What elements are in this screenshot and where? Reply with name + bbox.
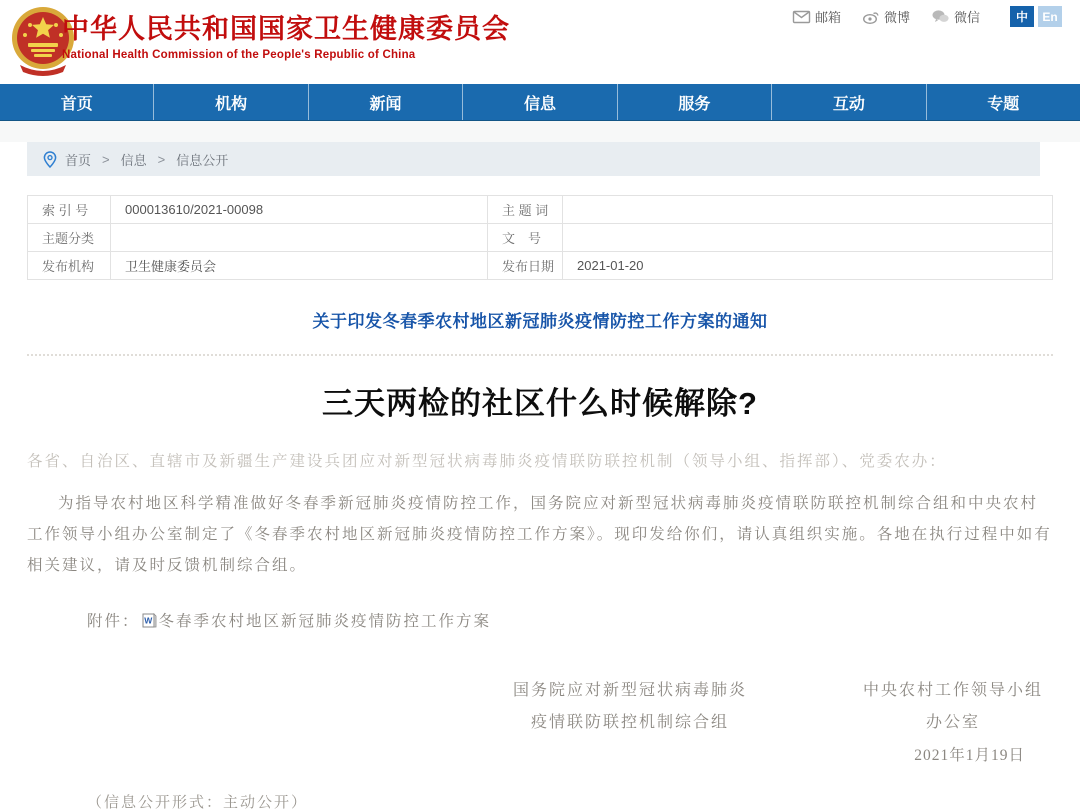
site-header bbox=[0, 0, 1080, 84]
lang-en-button[interactable]: En bbox=[1038, 6, 1062, 27]
article-content bbox=[0, 195, 1080, 812]
meta-label-docnumber: 文 号 bbox=[488, 224, 563, 252]
attachment-link[interactable]: 冬春季农村地区新冠肺炎疫情防控工作方案 bbox=[158, 613, 492, 630]
table-row bbox=[28, 224, 1053, 252]
breadcrumb-info[interactable]: 信息 bbox=[120, 152, 147, 168]
body-paragraph: 为指导农村地区科学精准做好冬春季新冠肺炎疫情防控工作，国务院应对新型冠状病毒肺炎疫情联防联控机制综合组和中央农村工作领导小组办公室制定了《冬春季农村地区新冠肺炎疫情防控工作方案》。现印发给你们，请认真组织实施。各地在执行过程中如有相关建议，请及时反馈机制综合组。 bbox=[27, 495, 1052, 574]
meta-value-category bbox=[111, 224, 488, 252]
meta-label-pubdate: 发布日期 bbox=[488, 252, 563, 280]
meta-value-pubdate: 2021-01-20 bbox=[563, 252, 1053, 280]
meta-label-agency: 发布机构 bbox=[28, 252, 111, 280]
signature-right-line1: 中央农村工作领导小组 bbox=[862, 682, 1043, 699]
nav-item-service[interactable]: 服务 bbox=[618, 84, 772, 120]
signature-date: 2021年1月19日 bbox=[914, 747, 1025, 764]
table-row bbox=[28, 196, 1053, 224]
breadcrumb bbox=[27, 142, 1040, 176]
attachment-label: 附件： bbox=[87, 613, 140, 630]
mail-link[interactable] bbox=[793, 7, 841, 26]
language-switcher bbox=[1010, 6, 1062, 27]
table-row bbox=[28, 252, 1053, 280]
wechat-link[interactable] bbox=[932, 7, 980, 26]
attachment-line bbox=[27, 609, 1053, 631]
svg-text:W: W bbox=[143, 615, 154, 625]
signature-right bbox=[853, 675, 1053, 739]
main-nav bbox=[0, 84, 1080, 121]
signature-left-line1: 国务院应对新型冠状病毒肺炎 bbox=[512, 682, 747, 699]
document-title: 关于印发冬春季农村地区新冠肺炎疫情防控工作方案的通知 bbox=[312, 312, 768, 331]
site-title: 中华人民共和国国家卫生健康委员会 bbox=[62, 14, 510, 44]
signature-block bbox=[27, 675, 1053, 739]
weibo-label: 微博 bbox=[883, 10, 910, 25]
nav-item-org[interactable]: 机构 bbox=[154, 84, 308, 120]
site-brand bbox=[62, 12, 510, 61]
breadcrumb-separator: > bbox=[157, 151, 166, 167]
breadcrumb-home[interactable]: 首页 bbox=[65, 152, 92, 168]
disclosure-note: （信息公开形式：主动公开） bbox=[87, 795, 309, 811]
nav-item-info[interactable]: 信息 bbox=[463, 84, 617, 120]
nav-item-home[interactable]: 首页 bbox=[0, 84, 154, 120]
wechat-icon bbox=[932, 10, 949, 23]
weibo-link[interactable] bbox=[863, 7, 910, 26]
header-spacer-strip bbox=[0, 121, 1080, 142]
article-body bbox=[27, 447, 1053, 581]
document-meta-table bbox=[27, 195, 1053, 280]
nav-item-news[interactable]: 新闻 bbox=[309, 84, 463, 120]
location-pin-icon bbox=[43, 151, 57, 168]
lang-zh-button[interactable]: 中 bbox=[1010, 6, 1034, 27]
mail-label: 邮箱 bbox=[814, 10, 841, 25]
weibo-icon bbox=[863, 10, 879, 24]
mail-icon bbox=[793, 11, 810, 23]
salutation-paragraph: 各省、自治区、直辖市及新疆生产建设兵团应对新型冠状病毒肺炎疫情联防联控机制（领导小组、指挥部）、党委农办： bbox=[27, 453, 947, 470]
wechat-label: 微信 bbox=[953, 10, 980, 25]
meta-label-category: 主题分类 bbox=[28, 224, 111, 252]
breadcrumb-separator: > bbox=[102, 151, 110, 167]
meta-value-index: 000013610/2021-00098 bbox=[111, 196, 488, 224]
dotted-divider bbox=[27, 354, 1053, 356]
meta-label-index: 索 引 号 bbox=[28, 196, 111, 224]
nav-item-topics[interactable]: 专题 bbox=[987, 95, 1020, 113]
signature-left-line2: 疫情联防联控机制综合组 bbox=[530, 714, 729, 731]
page-headline: 三天两检的社区什么时候解除? bbox=[322, 386, 758, 421]
meta-value-docnumber bbox=[563, 224, 1053, 252]
meta-value-agency: 卫生健康委员会 bbox=[111, 252, 488, 280]
nav-item-interact[interactable]: 互动 bbox=[772, 84, 926, 120]
signature-left bbox=[465, 675, 795, 739]
breadcrumb-wrap bbox=[27, 142, 1040, 176]
site-subtitle: National Health Commission of the People's Republic of China bbox=[62, 49, 416, 61]
breadcrumb-info-open[interactable]: 信息公开 bbox=[176, 152, 229, 168]
word-document-icon bbox=[142, 613, 157, 628]
meta-label-keywords: 主 题 词 bbox=[488, 196, 563, 224]
quick-links bbox=[793, 6, 1062, 27]
meta-value-keywords bbox=[563, 196, 1053, 224]
signature-right-line2: 办公室 bbox=[925, 714, 980, 731]
